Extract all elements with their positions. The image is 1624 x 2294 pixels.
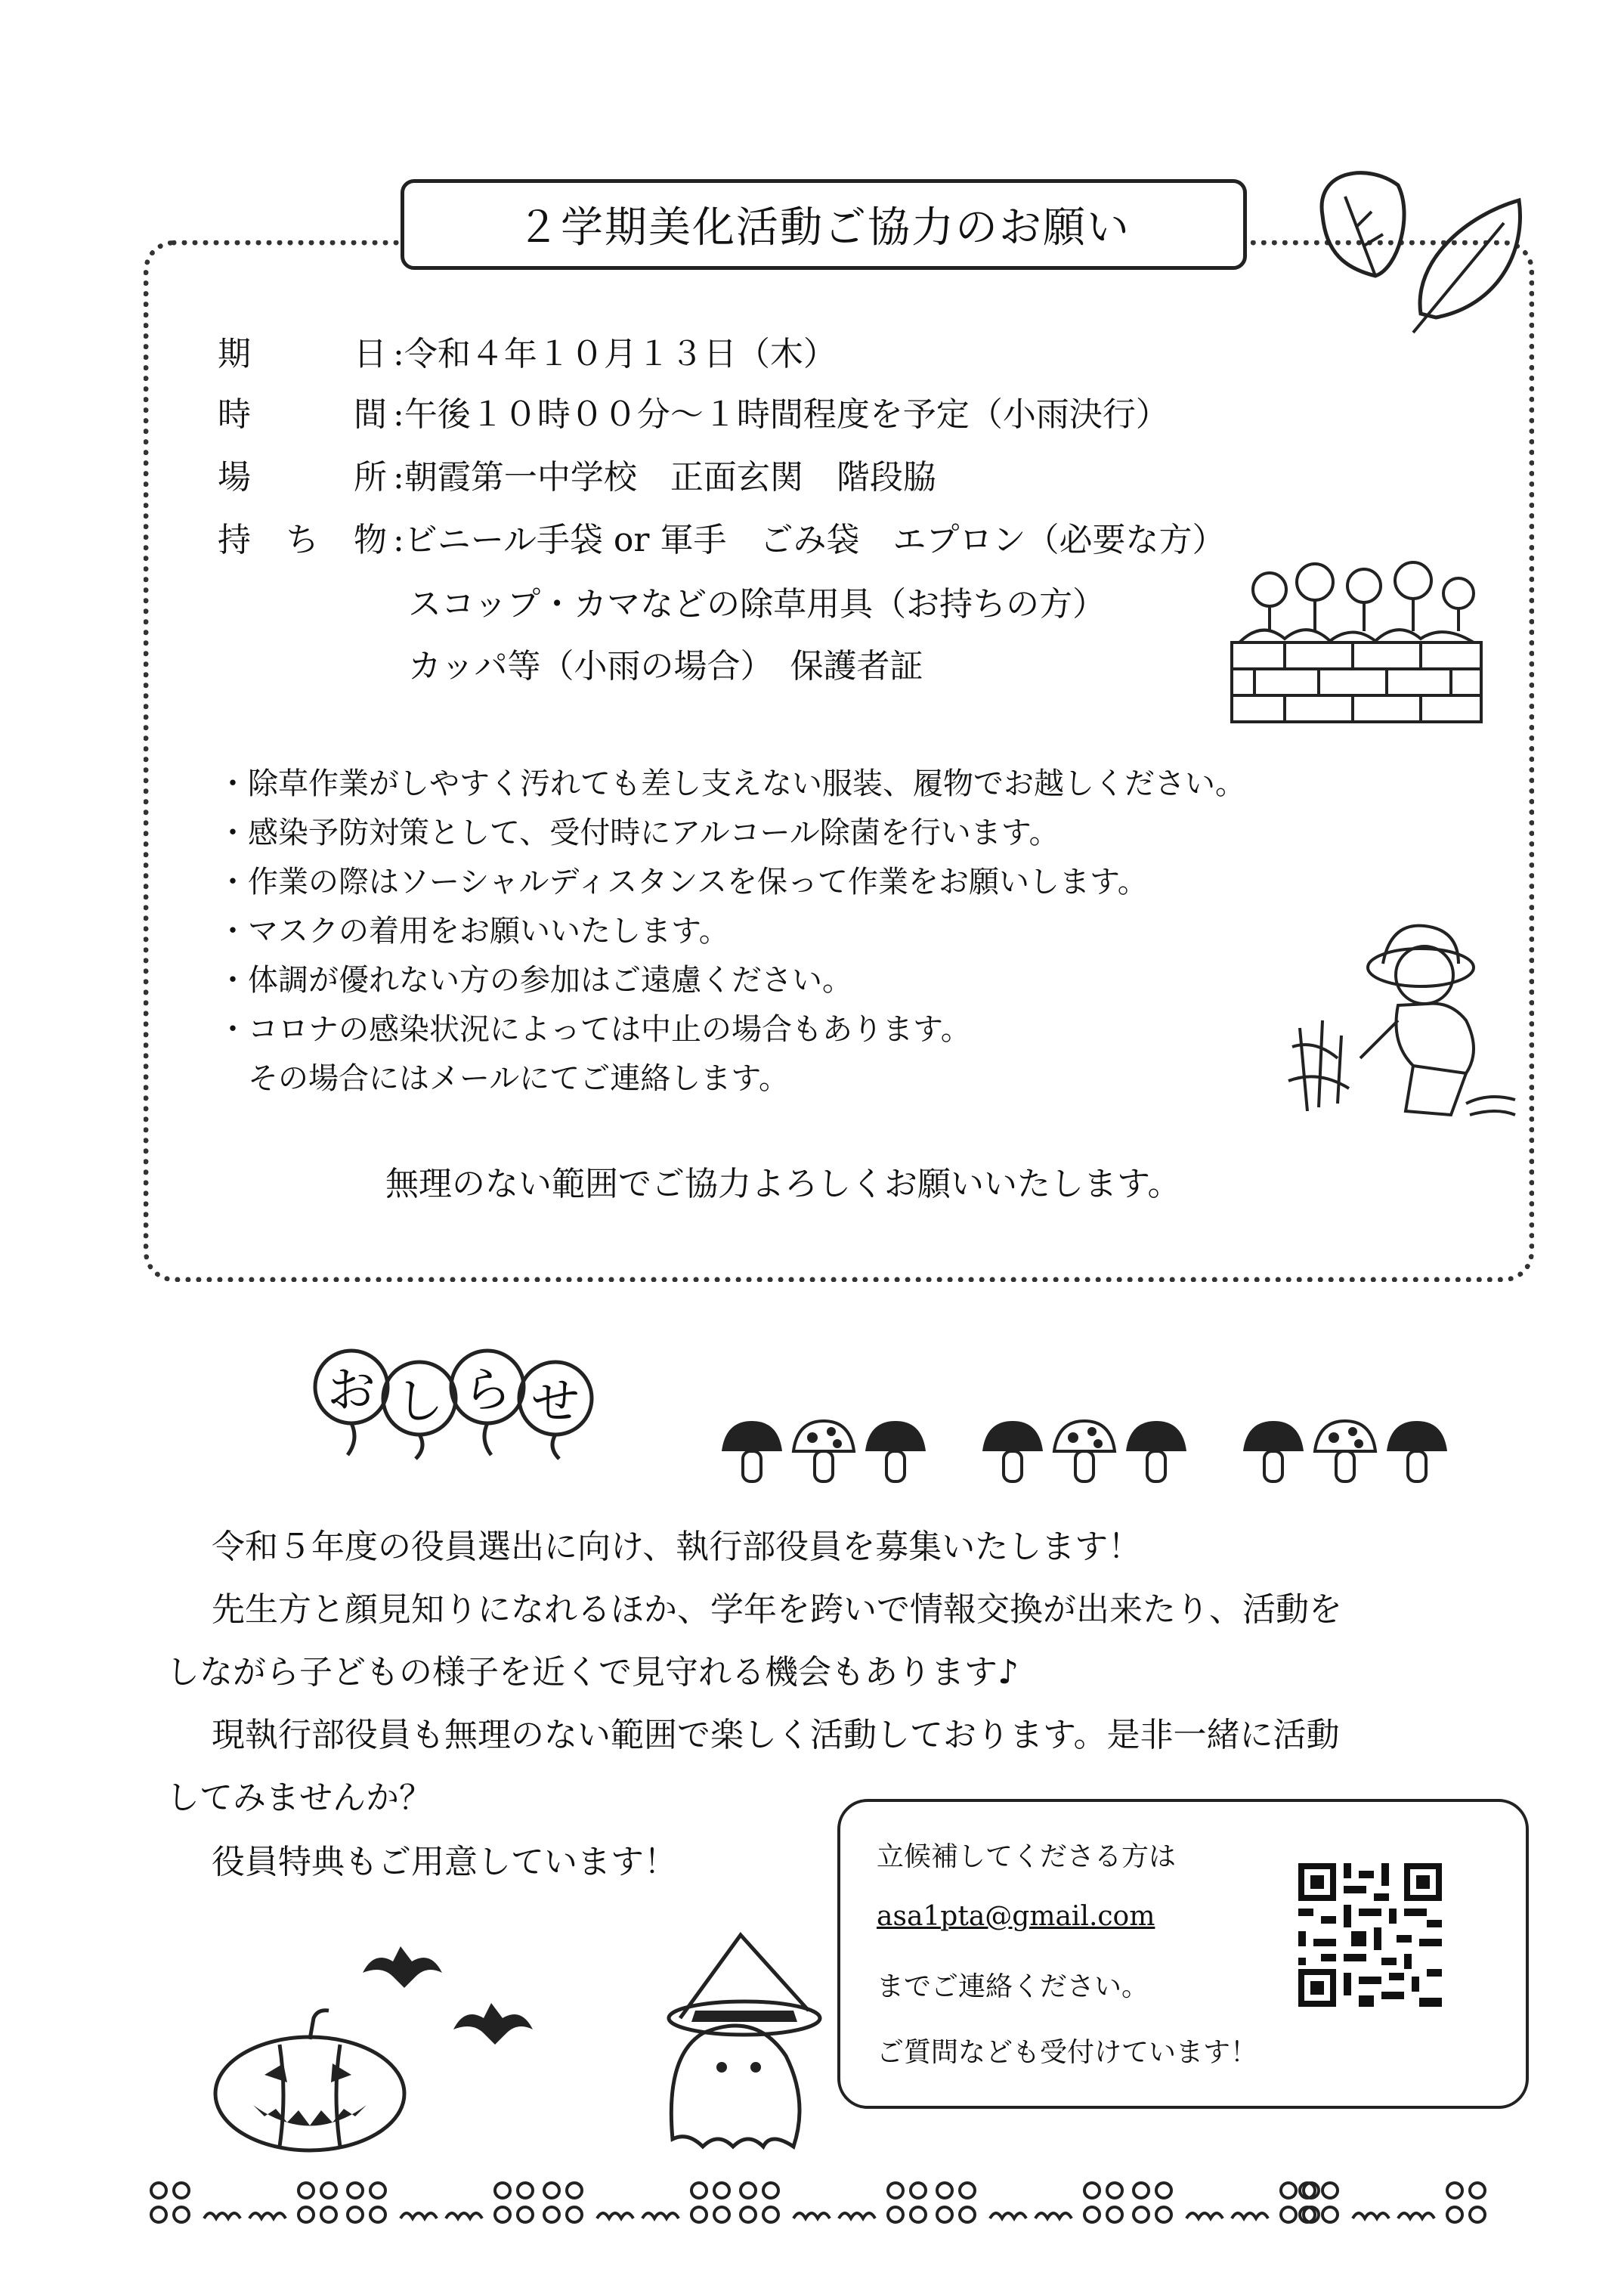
halloween-illustration xyxy=(212,1905,892,2154)
flower-border-icon xyxy=(147,2177,1493,2237)
date-row: 期 日 :令和４年１０月１３日（木） xyxy=(218,335,837,373)
note-distance: ・作業の際はソーシャルディスタンスを保って作業をお願いします。 xyxy=(218,865,1148,899)
items-extra-1: スコップ・カマなどの除草用具（お持ちの方） xyxy=(408,585,1106,624)
note-alcohol: ・感染予防対策として、受付時にアルコール除菌を行います。 xyxy=(218,816,1059,850)
announcement-p3b: してみませんか？ xyxy=(166,1779,432,1817)
note-cancel: ・コロナの感染状況によっては中止の場合もあります。 xyxy=(218,1012,971,1047)
contact-line1: 立候補してくださる方は xyxy=(877,1841,1177,1872)
pumpkin-icon xyxy=(215,2011,404,2150)
ghost-icon xyxy=(669,1935,820,2147)
time-row: 時 間 :午後１０時００分～１時間程度を予定（小雨決行） xyxy=(218,395,1169,434)
note-clothing: ・除草作業がしやすく汚れても差し支えない服装、履物でお越しください。 xyxy=(218,766,1245,801)
note-health: ・体調が優れない方の参加はご遠慮ください。 xyxy=(218,963,852,998)
oshirase-se: せ xyxy=(531,1374,580,1430)
announcement-p2b: しながら子どもの様子を近くで見守れる機会もあります♪ xyxy=(166,1653,1019,1692)
place-row: 場 所 :朝霞第一中学校 正面玄関 階段脇 xyxy=(218,458,936,497)
items-row: 持 ち 物 :ビニール手袋 or 軍手 ごみ袋 エプロン（必要な方） xyxy=(218,521,1226,559)
announcement-p3a: 現執行部役員も無理のない範囲で楽しく活動しております。是非一緒に活動 xyxy=(212,1716,1340,1754)
qr-code-icon[interactable] xyxy=(1298,1863,1442,2007)
announcement-p4: 役員特典もご用意しています！ xyxy=(212,1843,677,1881)
announcement-p1: 令和５年度の役員選出に向け、執行部役員を募集いたします！ xyxy=(212,1528,1142,1566)
page-title: ２学期美化活動ご協力のお願い xyxy=(401,179,1247,270)
gardener-icon xyxy=(1277,915,1519,1141)
note-mask: ・マスクの着用をお願いいたします。 xyxy=(218,914,729,949)
contact-line3: ご質問なども受付けています！ xyxy=(877,2037,1258,2068)
flower-bed-icon xyxy=(1224,559,1496,726)
oshirase-o: お xyxy=(327,1363,376,1419)
note-cancel-contact: その場合にはメールにてご連絡します。 xyxy=(218,1061,789,1096)
items-value: ビニール手袋 or 軍手 ごみ袋 エプロン（必要な方） xyxy=(404,521,1226,559)
date-value: 令和４年１０月１３日（木） xyxy=(404,335,837,373)
oshirase-ra: ら xyxy=(463,1363,512,1419)
time-value: 午後１０時００分～１時間程度を予定（小雨決行） xyxy=(404,395,1169,434)
oshirase-shi: し xyxy=(395,1374,444,1430)
closing-message: 無理のない範囲でご協力よろしくお願いいたします。 xyxy=(385,1165,1181,1203)
contact-line2: までご連絡ください。 xyxy=(877,1971,1149,2002)
contact-email-link[interactable]: asa1pta@gmail.com xyxy=(877,1901,1155,1932)
leaves-icon xyxy=(1300,170,1527,344)
mushrooms-icon xyxy=(722,1413,1493,1497)
announcement-p2a: 先生方と顔見知りになれるほか、学年を跨いで情報交換が出来たり、活動を xyxy=(212,1590,1342,1629)
place-value: 朝霞第一中学校 正面玄関 階段脇 xyxy=(404,458,936,497)
items-extra-2: カッパ等（小雨の場合） 保護者証 xyxy=(408,647,923,686)
